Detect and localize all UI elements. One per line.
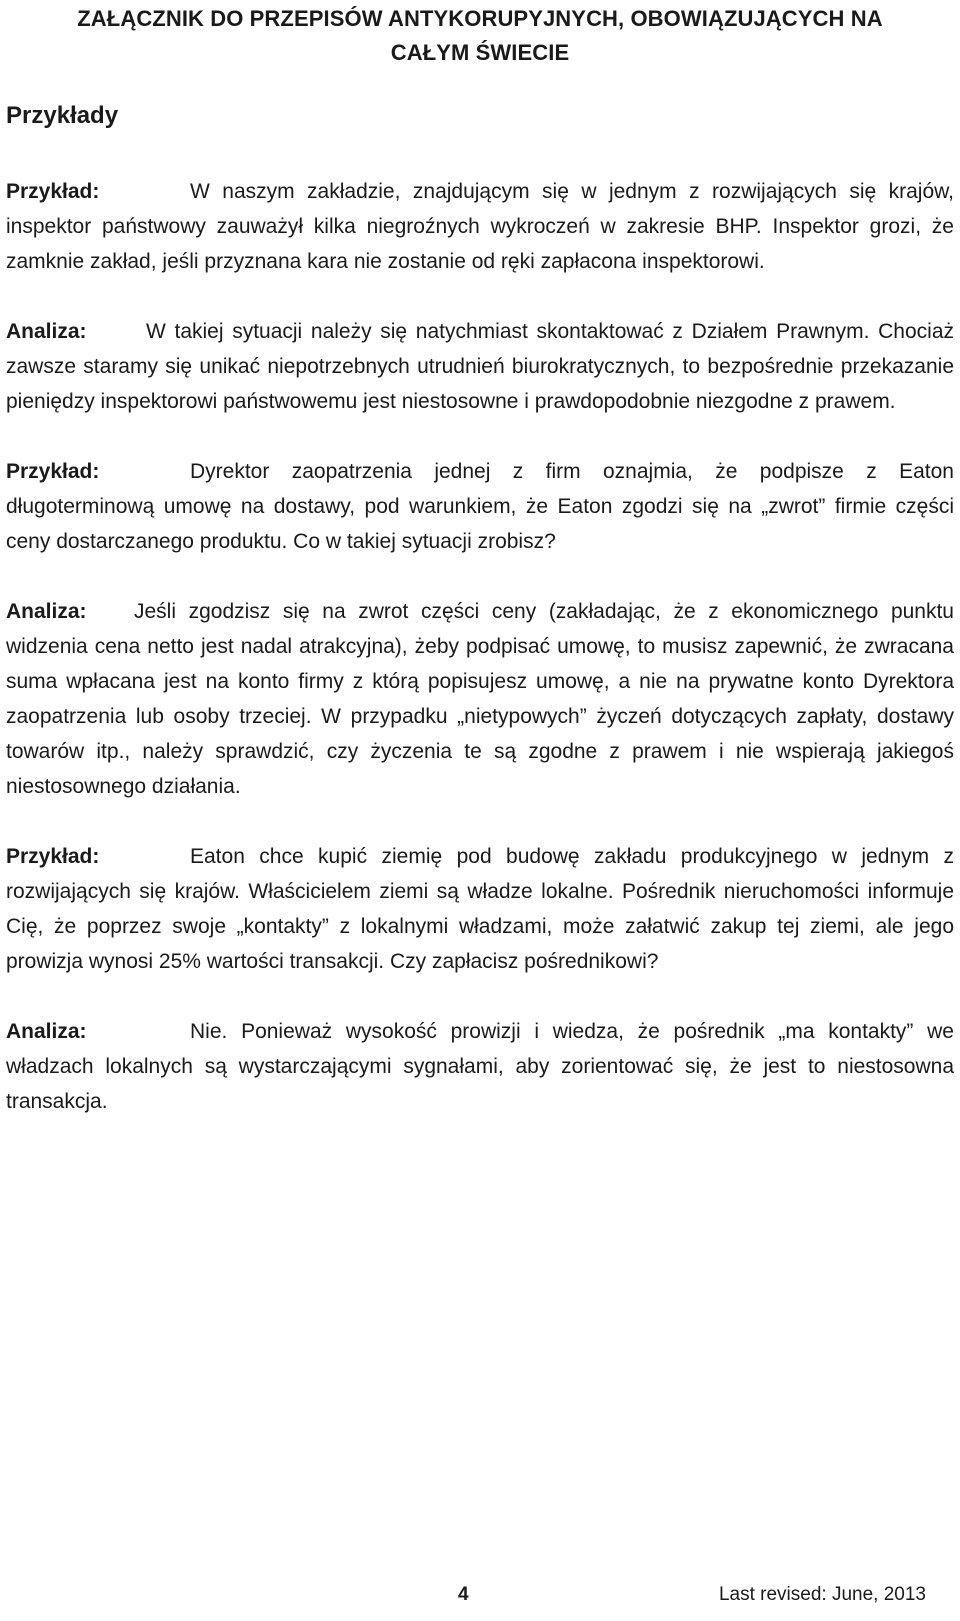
example-paragraph-2	[6, 454, 954, 559]
document-title-line-1: ZAŁĄCZNIK DO PRZEPISÓW ANTYKORUPYJNYCH, OBOWIĄZUJĄCYCH NA	[77, 6, 883, 31]
analysis-label-2: Analiza:	[6, 600, 87, 623]
analysis-paragraph-2	[6, 594, 954, 804]
analysis-label-3: Analiza:	[6, 1020, 87, 1043]
example-label-2: Przykład:	[6, 460, 100, 483]
analysis-text-3: Nie. Ponieważ wysokość prowizji i wiedza, że pośrednik „ma kontakty” we władzach lokalnych są wystarczającymi sygnałami, aby zorientować się, że jest to niestosowna transakcja.	[6, 1020, 954, 1113]
analysis-paragraph-3	[6, 1014, 954, 1119]
page-footer	[0, 1580, 960, 1610]
example-paragraph-1	[6, 174, 954, 279]
analysis-text-1: W takiej sytuacji należy się natychmiast skontaktować z Działem Prawnym. Chociaż zawsze staramy się unikać niepotrzebnych utrudnień biurokratycznych, to bezpośrednie przekazanie pieniędzy inspektorowi państwowemu jest niestosowne i prawdopodobnie niezgodne z prawem.	[6, 320, 954, 413]
page-number: 4	[458, 1584, 469, 1605]
document-title-line-2: CAŁYM ŚWIECIE	[390, 40, 570, 65]
document-title	[6, 0, 954, 70]
analysis-text-2: Jeśli zgodzisz się na zwrot części ceny (zakładając, że z ekonomicznego punktu widzenia cena netto jest nadal atrakcyjna), żeby podpisać umowę, to musisz zapewnić, że zwracana suma wpłacana jest na konto firmy z którą popisujesz umowę, a nie na prywatne konto Dyrektora zaopatrzenia lub osoby trzeciej. W przypadku „nietypowych” życzeń dotyczących zapłaty, dostawy towarów itp., należy sprawdzić, czy życzenia te są zgodne z prawem i nie wspierają jakiegoś niestosownego działania.	[6, 600, 954, 798]
analysis-paragraph-1	[6, 314, 954, 419]
example-text-3: Eaton chce kupić ziemię pod budowę zakładu produkcyjnego w jednym z rozwijających się krajów. Właścicielem ziemi są władze lokalne. Pośrednik nieruchomości informuje Cię, że poprzez swoje „kontakty” z lokalnymi władzami, może załatwić zakup tej ziemi, ale jego prowizja wynosi 25% wartości transakcji. Czy zapłacisz pośrednikowi?	[6, 845, 954, 973]
example-label-3: Przykład:	[6, 845, 100, 868]
example-paragraph-3	[6, 839, 954, 979]
analysis-label-1: Analiza:	[6, 320, 87, 343]
revision-date: Last revised: June, 2013	[718, 1584, 926, 1605]
example-label-1: Przykład:	[6, 180, 100, 203]
example-text-2: Dyrektor zaopatrzenia jednej z firm oznajmia, że podpisze z Eaton długoterminową umowę na dostawy, pod warunkiem, że Eaton zgodzi się na „zwrot” firmie części ceny dostarczanego produktu. Co w takiej sytuacji zrobisz?	[6, 460, 954, 553]
example-text-1: W naszym zakładzie, znajdującym się w jednym z rozwijających się krajów, inspektor państwowy zauważył kilka niegroźnych wykroczeń w zakresie BHP. Inspektor grozi, że zamknie zakład, jeśli przyznana kara nie zostanie od ręki zapłacona inspektorowi.	[6, 180, 954, 273]
page-content	[6, 0, 954, 1119]
section-heading: Przykłady	[6, 102, 119, 129]
